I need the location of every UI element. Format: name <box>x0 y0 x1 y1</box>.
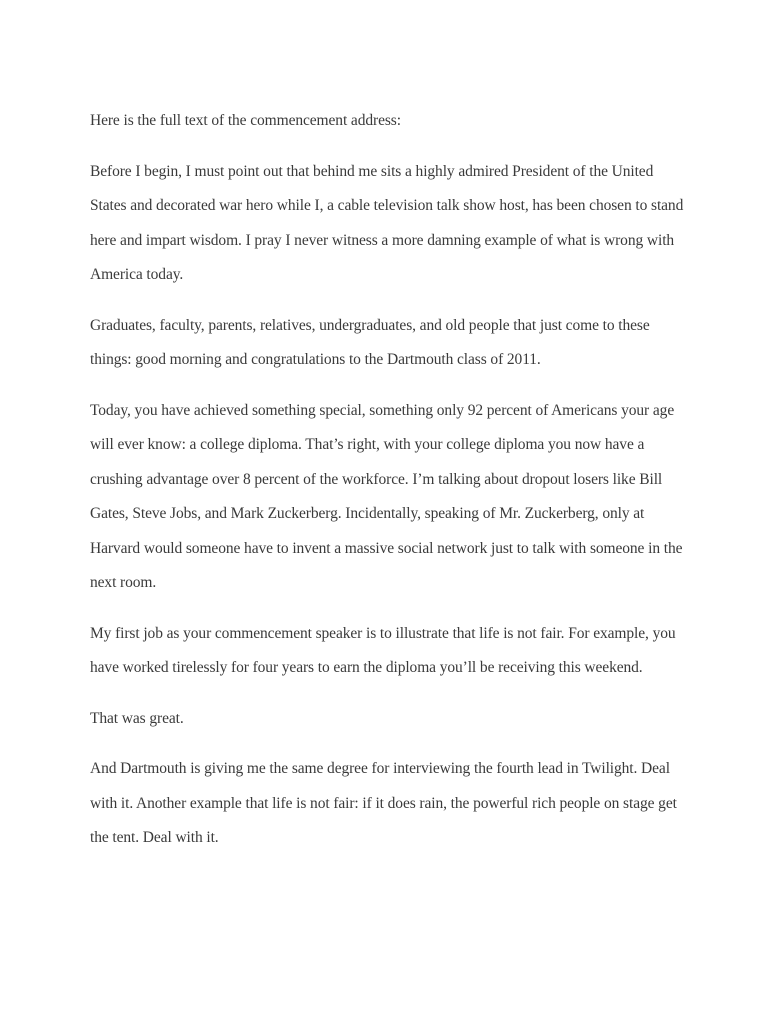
paragraph-opening: Before I begin, I must point out that behind me sits a highly admired President of the United States and decorated war hero while I, a cable television talk show host, has been chosen to stand here and impart wisdom. I pray I never witness a more damning example of what is wrong with America today. <box>90 162 684 283</box>
document-body <box>90 104 690 872</box>
paragraph-greeting: Graduates, faculty, parents, relatives, undergraduates, and old people that just come to these things: good morning and congratulations to the Dartmouth class of 2011. <box>90 316 650 368</box>
intro-line: Here is the full text of the commencement address: <box>90 112 401 129</box>
paragraph-life-not-fair: My first job as your commencement speaker is to illustrate that life is not fair. For example, you have worked tirelessly for four years to earn the diploma you’ll be receiving this weekend. <box>90 624 676 676</box>
paragraph-that-was-great: That was great. <box>90 709 184 727</box>
paragraph-dartmouth-degree: And Dartmouth is giving me the same degree for interviewing the fourth lead in Twilight. Deal with it. Another example that life is not fair: if it does rain, the powerful rich people on stage get the tent. Deal with it. <box>90 760 677 846</box>
paragraph-diploma: Today, you have achieved something special, something only 92 percent of Americans your age will ever know: a college diploma. That’s right, with your college diploma you now have a crushing advantage over 8 percent of the workforce. I’m talking about dropout losers like Bill Gates, Steve Jobs, and Mark Zuckerberg. Incidentally, speaking of Mr. Zuckerberg, only at Harvard would someone have to invent a massive social network just to talk with someone in the next room. <box>90 401 683 591</box>
